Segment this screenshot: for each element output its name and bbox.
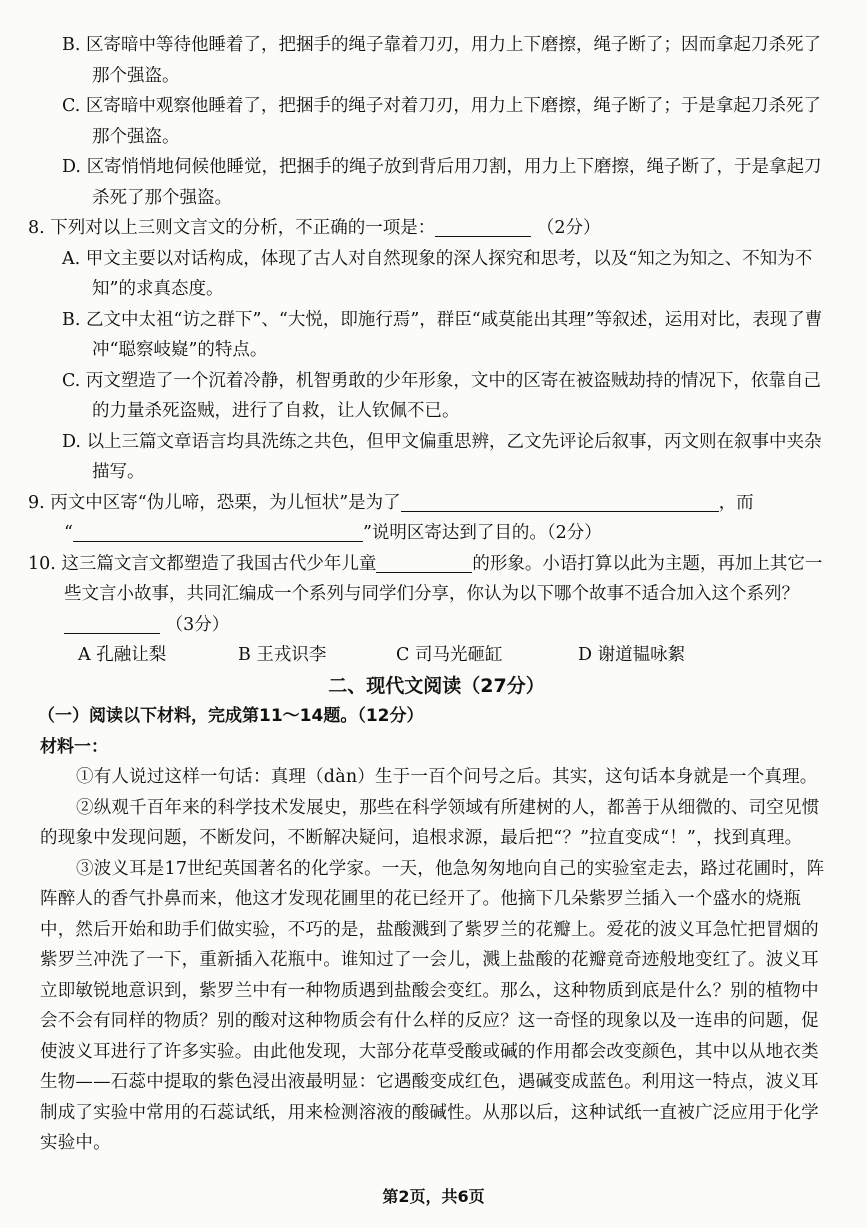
material-paragraph-3: ③波义耳是17世纪英国著名的化学家。一天，他急匆匆地向自己的实验室走去，路过花圃时，阵阵醉人的香气扑鼻而来，他这才发现花圃里的花已经开了。他摘下几朵紫罗兰插入一个盛水的烧瓶中，然后开始和助手们做实验，不巧的是，盐酸溅到了紫罗兰的花瓣上。爱花的波义耳急忙把冒烟的紫罗兰冲洗了一下，重新插入花瓶中。谁知过了一会儿，溅上盐酸的花瓣竟奇迹般地变红了。波义耳立即敏锐地意识到，紫罗兰中有一种物质遇到盐酸会变红。那么，这种物质到底是什么？别的植物中会不会有同样的物质？别的酸对这种物质会有什么样的反应？这一奇怪的现象以及一连串的问题，促使波义耳进行了许多实验。由此他发现，大部分花草受酸或碱的作用都会改变颜色，其中以从地衣类生物——石蕊中提取的紫色浸出液最明显：它遇酸变成红色，遇碱变成蓝色。利用这一特点，波义耳制成了实验中常用的石蕊试纸，用来检测溶液的酸碱性。从那以后，这种试纸一直被广泛应用于化学实验中。 bbox=[40, 858, 825, 1153]
q10-blank-2[interactable] bbox=[64, 613, 160, 634]
material-paragraph-2: ②纵观千百年来的科学技术发展史，那些在科学领域有所建树的人，都善于从细微的、司空见惯的现象中发现问题，不断发问，不断解决疑问，追根求源，最后把“？”拉直变成“！”，找到真理。 bbox=[40, 797, 820, 848]
q10-choice-c[interactable]: C 司马光砸缸 bbox=[396, 645, 503, 665]
material-paragraph-1: ①有人说过这样一句话：真理（dàn）生于一百个问号之后。其实，这句话本身就是一个真理。 bbox=[76, 767, 818, 787]
q10-choice-b[interactable]: B 王戎识李 bbox=[238, 645, 327, 665]
q10-blank-1[interactable] bbox=[376, 552, 472, 573]
section-sub-heading: （一）阅读以下材料，完成第11～14题。（12分） bbox=[38, 706, 424, 726]
q8-answer-blank[interactable] bbox=[435, 216, 531, 237]
q8-option-b: B. 乙文中太祖“访之群下”、“大悦，即施行焉”，群臣“咸莫能出其理”等叙述，运用对比，表现了曹冲“聪察岐嶷”的特点。 bbox=[62, 309, 823, 360]
q9: 9. 丙文中区寄“伪儿啼，恐栗，为儿恒状”是为了 ，而 “ ”说明区寄达到了目的。（2分） bbox=[28, 492, 754, 543]
q8-option-c: C. 丙文塑造了一个沉着冷静，机智勇敢的少年形象，文中的区寄在被盗贼劫持的情况下，依靠自己的力量杀死盗贼，进行了自救，让人钦佩不已。 bbox=[62, 370, 821, 421]
q7-option-d: D. 区寄悄悄地伺候他睡觉，把捆手的绳子放到背后用刀割，用力上下磨擦，绳子断了，于是拿起刀杀死了那个强盗。 bbox=[62, 157, 822, 208]
q8-stem: 8. 下列对以上三则文言文的分析，不正确的一项是： （2分） bbox=[28, 218, 601, 238]
section-title: 二、现代文阅读（27分） bbox=[328, 674, 545, 697]
page-footer: 第2页，共6页 bbox=[382, 1186, 485, 1206]
q7-option-b: B. 区寄暗中等待他睡着了，把捆手的绳子靠着刀刃，用力上下磨擦，绳子断了；因而拿起刀杀死了那个强盗。 bbox=[62, 35, 822, 86]
material-label: 材料一： bbox=[40, 736, 108, 757]
q10: 10. 这三篇文言文都塑造了我国古代少年儿童 的形象。小语打算以此为主题，再加上其它一些文言小故事，共同汇编成一个系列与同学们分享，你认为以下哪个故事不适合加入这个系列？ （3分） bbox=[28, 553, 823, 635]
q9-blank-1[interactable] bbox=[401, 491, 719, 512]
q10-choice-a[interactable]: A 孔融让梨 bbox=[78, 645, 167, 665]
q7-option-c: C. 区寄暗中观察他睡着了，把捆手的绳子对着刀刃，用力上下磨擦，绳子断了；于是拿起刀杀死了那个强盗。 bbox=[62, 96, 821, 147]
q8-option-a: A. 甲文主要以对话构成，体现了古人对自然现象的深人探究和思考，以及“知之为知之、不知为不知”的求真态度。 bbox=[62, 248, 813, 299]
q9-blank-2[interactable] bbox=[73, 521, 363, 542]
q8-option-d: D. 以上三篇文章语言均具洗练之共色，但甲文偏重思辨，乙文先评论后叙事，丙文则在叙事中夹杂描写。 bbox=[62, 431, 822, 482]
q10-choice-d[interactable]: D 谢道韫咏絮 bbox=[578, 645, 686, 665]
q10-choices bbox=[78, 640, 778, 671]
